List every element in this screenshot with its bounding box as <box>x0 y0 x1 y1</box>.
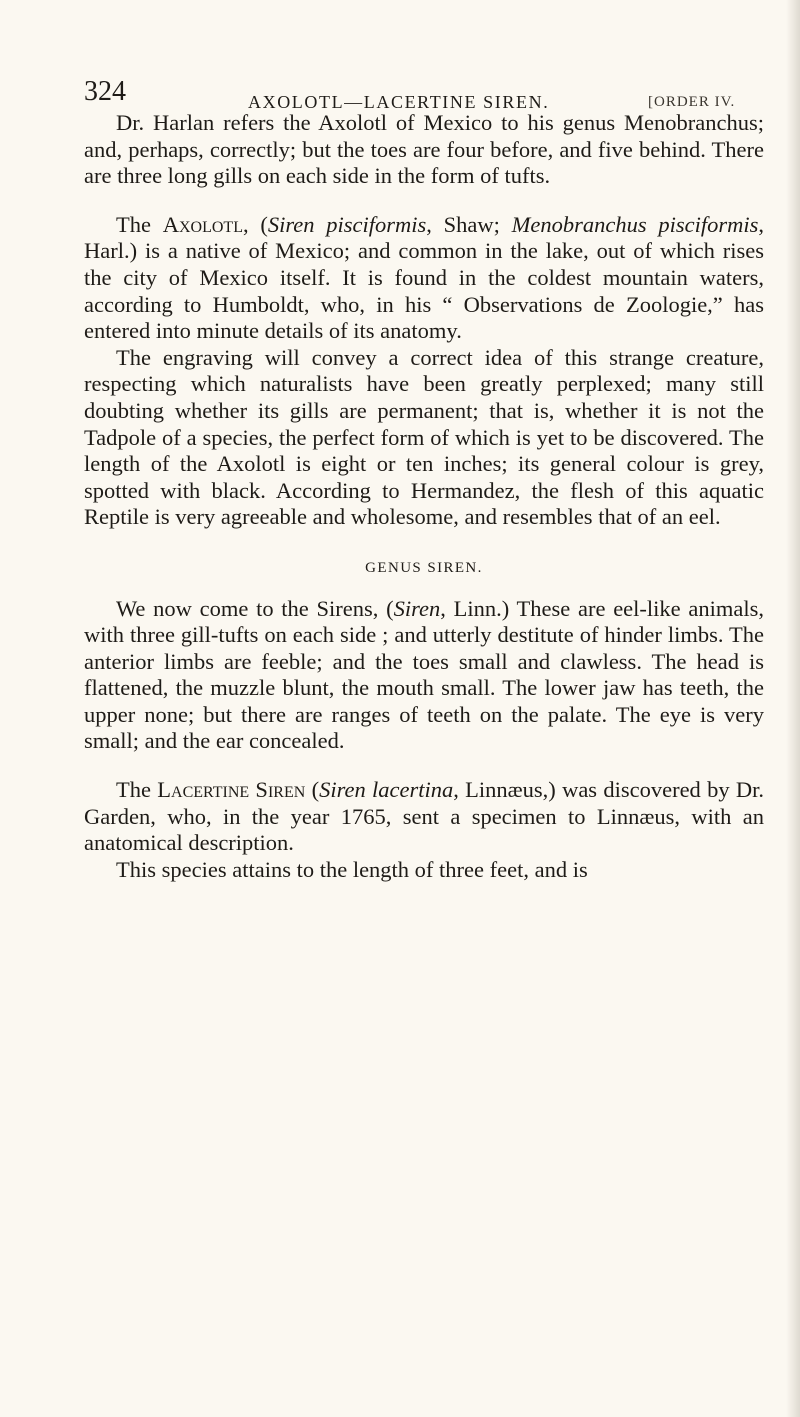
latin-name-siren: Siren <box>393 595 441 621</box>
latin-name-siren-lacertina: Siren lacertina <box>319 777 454 803</box>
paragraph-sirens: We now come to the Sirens, (Siren, Linn.) These are eel-like animals, with three gill-tufts on each side ; and utterly destitute of hinder limbs. The anterior limbs are feeble; and the toes small and clawless. The head is flattened, the muzzle blunt, the mouth small. The lower jaw has teeth, the upper none; but there are ranges of teeth on the palate. The eye is very small; and the ear concealed. <box>84 595 764 754</box>
species-name-axolotl: Axolotl <box>162 211 243 237</box>
page-number: 324 <box>84 76 126 107</box>
paragraph-harlan: Dr. Harlan refers the Axolotl of Mexico to his genus Menobranchus; and, perhaps, correctly; but the toes are four before, and five behind. There are three long gills on each side in the form of tufts. <box>84 110 764 189</box>
paragraph-length: This species attains to the length of three feet, and is <box>116 856 588 882</box>
paragraph-axolotl: The Axolotl, (Siren pisciformis, Shaw; Menobranchus pisciformis, Harl.) is a native of Mexico; and common in the lake, out of which rises the city of Mexico itself. It is found in the coldest mountain waters, according to Humboldt, who, in his “ Observations de Zoologie,” has entered into minute details of its anatomy. <box>84 211 764 344</box>
latin-name-siren-pisciformis: Siren pisciformis <box>267 211 427 237</box>
page-body <box>84 110 764 883</box>
running-title: AXOLOTL—LACERTINE SIREN. <box>248 92 550 112</box>
page-edge-shadow <box>786 0 800 1417</box>
paragraph-lacertine-siren: The Lacertine Siren (Siren lacertina, Linnæus,) was discovered by Dr. Garden, who, in the year 1765, sent a specimen to Linnæus, with an anatomical description. <box>84 777 764 856</box>
page-header <box>0 74 800 114</box>
section-heading-genus-siren: GENUS SIREN. <box>365 559 483 576</box>
paragraph-engraving: The engraving will convey a correct idea of this strange creature, respecting which naturalists have been greatly perplexed; many still doubting whether its gills are permanent; that is, whether it is not the Tadpole of a species, the perfect form of which is yet to be discovered. The length of the Axolotl is eight or ten inches; its general colour is grey, spotted with black. According to Hermandez, the flesh of this aquatic Reptile is very agreeable and wholesome, and resembles that of an eel. <box>84 344 764 530</box>
latin-name-menobranchus-pisciformis: Menobranchus pisciformis <box>511 211 759 237</box>
species-name-lacertine-siren: Lacertine Siren <box>157 777 306 803</box>
order-reference: [ORDER IV. <box>648 94 736 110</box>
